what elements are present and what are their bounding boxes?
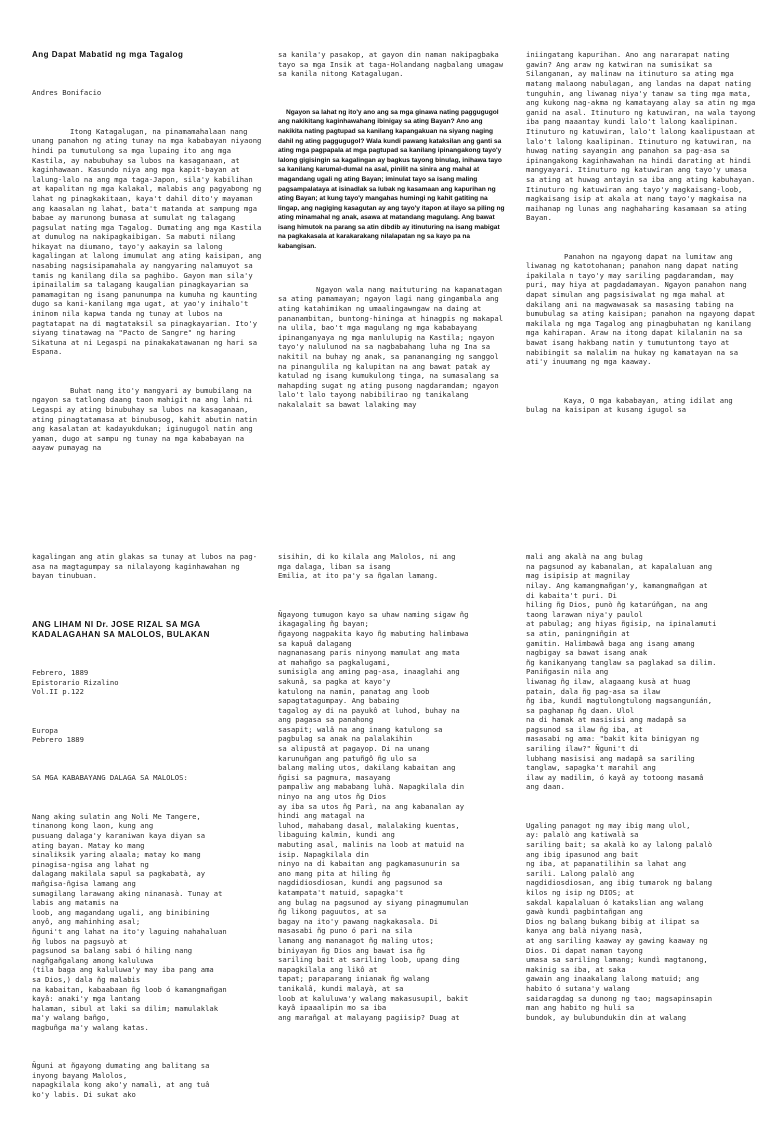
paragraph: Ñgayong tumugon kayo sa uhaw naming sigaw ñg ikagagaling ñg bayan; ñgayong nagpakita kayo ñg mabuting halimbawa sa kapuâ dalagang nagnanasang paris ninyong mamulat ang mata at mahañgo sa pagkalugami, sumisigla ang aming pag-asa, inaaglahi ang sakunâ, sa pagka at kayo'y katulong na namin, panatag ang loob sapagtatagumpay. Ang babaing tagalog ay di na payukô at luhod, buhay na ang pagasa sa panahong sasapit; walâ na ang inang katulong sa pagbulag sa anak na palalakihin sa alipustâ at pagayop. Di na unang karunuñgan ang patuñgô ñg ulo sa balang maling utos, dakilang kabaitan ang ñgisi sa pagmura, masayang pampalìw ang mababang luhà. Napagkilala din ninyo na ang utos ñg Dios ay iba sa utos ñg Parì, na ang kabanalan ay hindi ang matagal na luhod, mahabang dasal, malalaking kuentas, libaguing kalmin, kundi ang mabuting asal, malinis na loob at matuid na isip. Napagkilala din ninyo na di kabaitan ang pagkamasunurin sa ano mang pita at hiling ñg nagdidiosdiosan, kundi ang pagsunod sa katampata't matuid, sapagka't ang bulag na pagsunod ay siyang pinagmumulan ñg likong paguutos, at sa bagay na ito'y pawang nagkakasala. Di masasabi ñg puno ó parì na sila lamang ang mananagot ñg maling utos; biniyayan ñg Dios ang bawat isa ñg sariling bait at sariling loob, upang ding mapagkilala ang likô at tapat; paraparang inianak ñg walang tanikalâ, kundi malayà, at sa loob at kaluluwa'y walang makasusupil, bakit kayâ ipaaalipin mo sa iba ang marañgal at malayang pagiisip? Duag at	[278, 609, 469, 1022]
paragraph: Ngayon wala nang maituturing na kapanatagan sa ating pamamayan; ngayon lagi nang gingambala ang ating katahimikan ng umaalingawngaw na daing at pananambitan, buntong-hininga at hinagpis ng makapal na ulila, bao't mga magulang ng mga kababayang ipinanganyaya ng mga manlulupig na Kastila; ngayon tayo'y nalulunod na sa nagbabahang luha ng Ina sa nakitil na buhay ng anak, sa panananging ng sanggol na pinangulila ng kalupitan na ang bawat patak ay katulad ng isang kumukulong tinga, na sumasalang sa mahapding sugat ng ating pusong nagdaramdam; ngayon lalo't lalo tayong nabibilirao ng tanikalang nakalalait sa bawat lalaking may	[278, 284, 508, 409]
paragraph: Ñguni at ñgayong dumating ang balitang sa inyong bayang Malolos, napagkilala kong ako'y namalì, at ang tuâ ko'y labis. Di sukat ako	[32, 1061, 210, 1100]
paragraph: kagalingan ang atin glakas sa tunay at lubos na pag-asa na magtagumpay sa nilalayong kaginhawahan ng bayan tinubuan.	[32, 552, 258, 581]
top-column-1	[32, 31, 266, 453]
paragraph: Ugaling panagot ng may ibig mang ulol, ay: palalò ang katiwalà sa sariling bait; sa akalà ko ay lalong palalò ang ibig ipasunod ang bait ng iba, at papanatilihin sa lahat ang sarili. Lalong palalò ang nagdidiosdiosan, ang ibig tumarok ng balang kilos ng isip ng DIOS; at sakdal kapalaluan ó katakslian ang walang gawà kundì pagbintañgan ang Dios ng balang bukang bibig at ilipat sa kanya ang balà niyang nasà, at ang sariling kaaway ay gawing kaaway ng Dios. Di dapat naman tayong umasa sa sariling lamang; kundì magtanong, makinig sa iba, at saka gawain ang inaakalang lalong matuid; ang habito ó sutana'y walang saidaragdag sa dunong ng tao; magsapinsapin man ang habito ng huli sa bundok, ay bulubundukin din at walang	[526, 820, 713, 1022]
bottom-column-3	[526, 533, 756, 1022]
letter-salutation: SA MGA KABABAYANG DALAGA SA MALOLOS:	[32, 773, 188, 783]
bold-paragraph: Ngayon sa lahat ng ito'y ano ang sa mga ginawa nating paggugugol ang nakikitang kaginhawahang ibinigay sa ating Bayan? Ano ang nakikita nating pagtupad sa kanilang kapangakuan na siyang naging dahil ng ating paggugugol? Wala kundi pawang kataksilan ang ganti sa ating mga pagpapala at mga pagtupad sa kanilang ipinangakong tayo'y lalong gigisingin sa kagalingan ay bagkus tayong binulag, inihawa tayo sa kanilang karumal-dumal na asal, pinilit na sinira ang mahal at magandang ugali ng ating Bayan; iminulat tayo sa isang maling pagsampalataya at isinadlak sa lubak ng kasamaan ang kapurihan ng ating Bayan; at kung tayo'y mangahas humingi ng kahit gatiting na lingap, ang nagiging kasagutan ay ang tayo'y itapon at ilayo sa piling ng ating minamahal ng anak, asawa at matandang magulang. Ang bawat isang himutok na parang sa atin dibdib ay itinuturing na isang mabigat na pagkakasala at karakarakang nilalapatan ng sa kayo pa na kabangisan.	[278, 108, 505, 251]
letter-meta: Febrero, 1889 Epistorario Rizalino Vol.II p.122	[32, 667, 119, 697]
letter-title: ANG LIHAM NI Dr. JOSE RIZAL SA MGA KADALAGAHAN SA MALOLOS, BULAKAN	[32, 619, 210, 639]
top-column-3	[526, 31, 760, 415]
paragraph: mali ang akalà na ang bulag na pagsunod ay kabanalan, at kapalaluan ang mag isipisip at magnilay nilay. Ang kamangmañgan'y, kamangmañgan at di kabaita't puri. Di hiling ñg Dios, punò ñg katarúñgan, na ang taong larawan niya'y paulol at pabulag; ang hiyas ñgisip, na ipinalamuti sa atin, paningniñgin at gamitin. Halimbawâ baga ang isang amang nagbigay sa bawat isang anak ñg kanikanyang tanglaw sa paglakad sa dilim. Paniñgasin nila ang liwanag ñg ilaw, alagaang kusà at huag patain, dala ñg pag-asa sa ilaw ñg iba, kundî magtulongtulong magsanguníán, sa paghanap ñg daan. Ulol na di hamak at masisisi ang madapâ sa pagsunod sa ilaw ñg iba, at masasabi ng ama: "bakit kita binigyan ng sariling ilaw?" Ñguni't di lubhang masisisi ang madapâ sa sariling tanglaw, sapagka't marahil ang ilaw ay madilim, ó kayâ ay totoong masamâ ang daan.	[526, 552, 717, 792]
bottom-column-1	[32, 533, 262, 1100]
paragraph: Itong Katagalugan, na pinamamahalaan nang unang panahon ng ating tunay na mga kababayan niyaong hindi pa tumutulong sa mga lupaing ito ang mga Kastila, ay nabubuhay sa lubos na kasaganaan, at kaginhawaan. Kasundo niya ang mga kapit-bayan at lalung-lalo na ang mga taga-Japon, sila'y kabilihan at kapalitan ng mga kalakal, malabis ang pagyabong ng lahat ng pinagkakitaan, kaya't dahil dito'y mayaman ang kaasalan ng lahat, bata't matanda at sampung mga babae ay marunong bumasa at sumulat ng talagang pagsulat nating mga Tagalog. Dumating ang mga Kastila at dumulog na nakipagkaibigan. Sa mabuti nilang hikayat na diumano, tayo'y aakayin sa lalong kagalingan at lalong imumulat ang ating kaisipan, ang nasabing nagsisipamahala ay nangyaring nalamuyot sa tamis ng kanilang dila sa paghibo. Gayon man sila'y ipinailalim sa talagang kaugalian pinagkayarian sa pamamagitan ng isang panunumpa na kumuha ng kaunting dugo sa kani-kanilang mga ugat, at yao'y inihalo't ininom nila kapwa tanda ng tunay at lubos na pagtatapat na di magtataksil sa pinagkayarian. Ito'y siyang tinatawag na "Pacto de Sangre" ng haring Sikatuna at ni Legaspi na pinakakatawanan ng hari sa Espana.	[32, 126, 266, 357]
top-column-2	[278, 31, 508, 409]
article-title: Ang Dapat Mabatid ng mga Tagalog	[32, 50, 184, 60]
paragraph: Panahon na ngayong dapat na lumitaw ang liwanag ng katotohanan; panahon nang dapat nating ipakilala n tayo'y may sariling pagdaramdam, may puri, may hiya at pagdadamayan. Ngayon panahon nang dapat simulan ang pagsisiwalat ng mga mahal at dakilang ani na magwawasak sa masasing tabing na bumubulag sa ating kaisipan; panahon na ngayong dapat makilala ng mga Tagalog ang pinagbuhatan ng kanilang mga kahirapan. Araw na itong dapat kilalanin na sa bawat isang hakbang natin y tumutuntong tayo at nabibingit sa malalim na hukay ng kamatayan na sa ati'y inuumang ng mga kaaway.	[526, 251, 760, 367]
paragraph: Buhat nang ito'y mangyari ay bumubilang na ngayon sa tatlong daang taon mahigit na ang lahi ni Legaspi ay ating binubuhay sa lubos na kasaganaan, ating pinagtatamasa at binubusog, kahit abutin natin ang kasalatan at kadayukdukan; iginugugol natin ang yaman, dugo at sampu ng tunay na mga kababayan na aayaw pumayag na	[32, 385, 262, 453]
paragraph: Kaya, O mga kababayan, ating idilat ang bulag na kaisipan at kusang igugol sa	[526, 395, 738, 415]
paragraph: Nang aking sulatin ang Noli Me Tangere, tinanong kong laon, kung ang pusuang dalaga'y karaniwan kaya diyan sa ating bayan. Matay ko mang sinaliksik yaring alaala; matay ko mang pinagisa-ngisa ang lahat ng dalagang makilala sapul sa pagkabatà, ay mañgisa-ñgisa lamang ang sumagilang larawang aking ninanasà. Tunay at labis ang matamis na loob, ang magandang ugali, ang binibining anyô, ang mahinhing asal; ñguni't ang lahat na ito'y laguing nahahaluan ñg lubos na pagsuyò at pagsunod sa balang sabi ó hiling nang nagñgañgalang among kaluluwa (tila baga ang kaluluwa'y may iba pang ama sa Dios,) dala ñg malabis na kabaitan, kabaabaan ñg loob ó kamangmañgan kayâ: anaki'y mga lantang halaman, sibul at laki sa dilim; mamulaklak ma'y walang bañgo, magbuñga ma'y walang katas.	[32, 811, 227, 1032]
author-name: Andres Bonifacio	[32, 88, 102, 98]
bottom-column-2	[278, 533, 508, 1022]
paragraph: iniingatang kapurihan. Ano ang nararapat nating gawin? Ang araw ng katwiran na sumisikat sa Silanganan, ay malinaw na itinuturo sa ating mga matang malaong nabulagan, ang landas na dapat nating tunguhin, ang liwanag niya'y tanaw sa ting mga mata, ang kukong nag-akma ng kamatayang alay sa atin ng mga ganid na asal. Itinuturo ng katuwiran, na wala tayong iba pang maaantay kundi lalo't lalong kaalipinan. Itinuturo ng katuwiran, lalo't lalong kaalipustaan at lalo't lalong kaalipinan. Itinuturo ng katuwiran, na huwag nating sayangin ang panahon sa pag-asa sa ipinangakong kaginhawahan na hindi darating at hindi mangyayari. Itinuturo ng katuwiran ang tayo'y umasa sa ating at huwag antayin sa iba ang ating kabuhayan. Itinuturo ng katuwiran ang tayo'y magkaisang-loob, magkaisang isip at akala at nang tayo'y magkaisa na maihanap ng lunas ang naghaharing kasamaan sa ating Bayan.	[526, 50, 760, 223]
paragraph: sisihin, di ko kilala ang Malolos, ni ang mga dalaga, liban sa isang Emilia, at ito pa'y sa ñgalan lamang.	[278, 552, 456, 581]
letter-place: Europa Pebrero 1889	[32, 725, 84, 745]
paragraph: sa kanila'y pasakop, at gayon din naman nakipagbaka tayo sa mga Insik at taga-Holandang nagbalang umagaw sa kanila nitong Katagalugan.	[278, 50, 508, 79]
